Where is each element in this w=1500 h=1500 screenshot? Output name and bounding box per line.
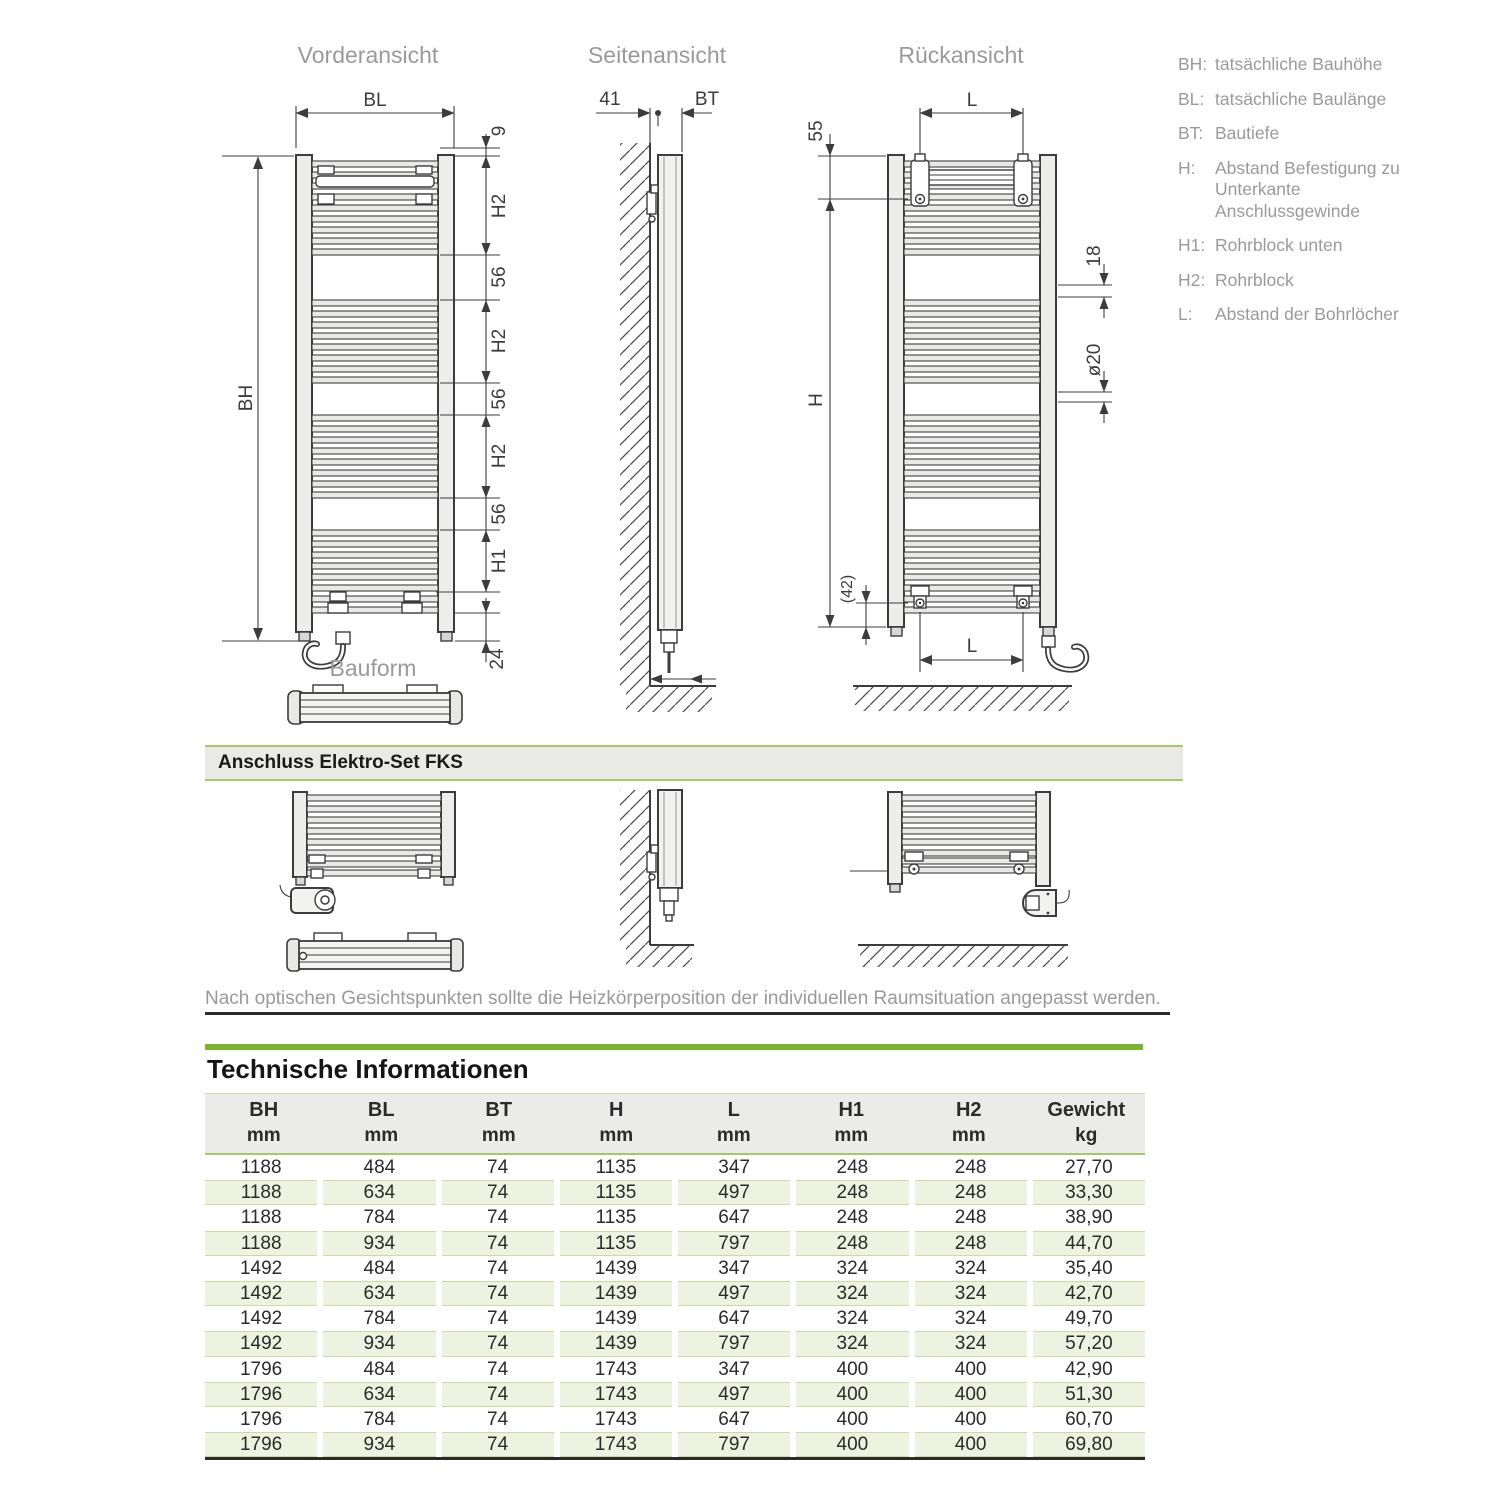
dim-label-56: 56	[489, 388, 510, 410]
table-cell: 69,80	[1033, 1432, 1145, 1457]
fks-front-radiator	[293, 792, 455, 885]
rear-view-drawing	[800, 85, 1145, 745]
table-cell: 324	[836, 1257, 869, 1279]
table-cell: 42,90	[1065, 1358, 1113, 1380]
table-cell: 44,70	[1033, 1231, 1145, 1256]
table-cell: 324	[796, 1331, 908, 1356]
rear-right-dimensions	[1058, 245, 1112, 423]
rear-view-title: Rückansicht	[898, 42, 1024, 68]
dim-label-bl: BL	[363, 90, 387, 111]
fks-rear-drawing	[850, 785, 1130, 990]
table-cell: 324	[836, 1308, 869, 1330]
rear-ground	[853, 686, 1072, 711]
front-valve	[336, 632, 350, 644]
table-cell: 248	[915, 1180, 1027, 1205]
positioning-note: Nach optischen Gesichtspunkten sollte die Heizkörperposition der individuellen Raumsituation angepasst werden.	[205, 988, 1161, 1009]
table-cell: 400	[836, 1408, 869, 1430]
table-cell: 1743	[560, 1432, 672, 1457]
table-row	[205, 1357, 1145, 1382]
table-cell: 74	[442, 1231, 554, 1256]
table-row	[205, 1155, 1145, 1180]
table-cell: 51,30	[1033, 1382, 1145, 1407]
table-cell: 484	[363, 1358, 396, 1380]
table-cell: 400	[796, 1432, 908, 1457]
table-cell: 324	[915, 1281, 1027, 1306]
front-bh-dimension	[222, 156, 300, 641]
table-cell: 1135	[560, 1180, 672, 1205]
table-cell: 248	[954, 1157, 987, 1178]
table-cell: 1188	[205, 1231, 317, 1256]
table-cell: 1796	[239, 1408, 283, 1430]
column-header: Gewicht kg	[1047, 1099, 1126, 1146]
table-cell: 797	[678, 1432, 790, 1457]
rear-l-bottom-dimension	[920, 612, 1023, 672]
table-cell: 74	[442, 1180, 554, 1205]
table-cell: 74	[487, 1157, 509, 1178]
table-row	[205, 1231, 1145, 1256]
table-cell: 647	[718, 1207, 750, 1229]
table-row	[205, 1256, 1145, 1281]
fks-heating-element-side	[660, 888, 678, 921]
table-cell: 74	[442, 1331, 554, 1356]
fks-section-title: Anschluss Elektro-Set FKS	[218, 752, 463, 773]
side-top-dimension	[596, 89, 720, 152]
table-cell: 42,70	[1033, 1281, 1145, 1306]
dim-label-56: 56	[489, 266, 510, 288]
table-cell: 347	[718, 1257, 750, 1279]
table-cell: 484	[363, 1257, 396, 1279]
table-cell: 400	[954, 1358, 987, 1380]
legend-item	[1178, 235, 1418, 257]
table-cell: 74	[442, 1382, 554, 1407]
table-cell: 27,70	[1065, 1157, 1113, 1178]
table-cell: 74	[442, 1432, 554, 1457]
table-cell: 74	[487, 1358, 509, 1380]
legend-desc: Bautiefe	[1215, 123, 1280, 143]
table-cell: 347	[718, 1358, 750, 1380]
table-cell: 248	[915, 1231, 1027, 1256]
table-cell: 248	[836, 1157, 869, 1178]
table-cell: 1743	[594, 1408, 638, 1430]
table-row	[205, 1281, 1145, 1306]
table-cell: 400	[796, 1382, 908, 1407]
fks-rear-radiator	[888, 792, 1050, 892]
front-bl-dimension	[296, 90, 454, 148]
table-row	[205, 1205, 1145, 1230]
wall-bracket	[647, 852, 656, 872]
table-row	[205, 1180, 1145, 1205]
tech-info-heading: Technische Informationen	[207, 1054, 529, 1084]
table-cell: 324	[796, 1281, 908, 1306]
table-cell: 1135	[560, 1231, 672, 1256]
table-cell: 248	[954, 1207, 987, 1229]
legend-term: BT:	[1178, 123, 1204, 143]
dim-label-h1: H1	[489, 548, 510, 574]
wall-bracket	[647, 192, 656, 214]
rear-l-top-dimension	[920, 90, 1023, 160]
legend-item	[1178, 158, 1418, 223]
table-cell: 934	[323, 1331, 435, 1356]
table-cell: 1188	[205, 1180, 317, 1205]
table-cell: 400	[836, 1358, 869, 1380]
dim-label-h2: H2	[489, 193, 510, 219]
tech-info-table	[205, 1093, 1145, 1460]
column-header: BT mm	[481, 1099, 516, 1146]
table-cell: 400	[915, 1382, 1027, 1407]
table-cell: 1135	[595, 1207, 637, 1229]
table-body	[205, 1155, 1145, 1457]
legend-desc: Abstand der Bohrlöcher	[1215, 304, 1399, 324]
table-cell: 74	[487, 1257, 509, 1279]
legend-desc: Rohrblock	[1215, 269, 1294, 290]
table-cell: 784	[363, 1308, 396, 1330]
table-cell: 74	[442, 1281, 554, 1306]
legend-term: H1:	[1178, 235, 1206, 255]
table-cell: 1188	[240, 1157, 282, 1178]
table-cell: 634	[323, 1281, 435, 1306]
legend-desc: Rohrblock unten	[1215, 235, 1343, 255]
table-cell: 1492	[205, 1281, 317, 1306]
legend-item	[1178, 270, 1418, 292]
table-row	[205, 1407, 1145, 1432]
table-cell: 647	[718, 1408, 750, 1430]
dim-label-bh: BH	[236, 384, 257, 412]
column-header: BL mm	[364, 1099, 399, 1146]
legend-item	[1178, 304, 1418, 326]
legend-item	[1178, 89, 1418, 111]
table-cell: 347	[718, 1157, 750, 1178]
table-cell: 1439	[594, 1308, 638, 1330]
dim-label-h: H	[806, 393, 827, 407]
table-cell: 1439	[560, 1331, 672, 1356]
table-cell: 38,90	[1065, 1207, 1113, 1229]
side-radiator-panel	[647, 155, 682, 673]
dim-label-24: 24	[487, 648, 508, 670]
table-cell: 400	[915, 1432, 1027, 1457]
side-wall	[620, 143, 650, 686]
front-view-drawing	[200, 85, 535, 745]
table-cell: 1492	[205, 1331, 317, 1356]
dim-label-56: 56	[489, 503, 510, 525]
legend-term: H:	[1178, 157, 1196, 178]
legend-term: BL:	[1178, 88, 1205, 109]
fks-bauform-top-view	[287, 933, 463, 971]
divider-line	[205, 1012, 1170, 1015]
table-cell: 784	[363, 1207, 396, 1229]
table-cell: 497	[678, 1180, 790, 1205]
table-cell: 634	[323, 1180, 435, 1205]
dim-label-h2: H2	[489, 328, 510, 354]
table-cell: 1135	[595, 1157, 637, 1178]
table-cell: 1439	[594, 1257, 638, 1279]
table-cell: 57,20	[1033, 1331, 1145, 1356]
table-cell: 1796	[239, 1358, 283, 1380]
dim-label-l: L	[966, 636, 978, 657]
table-cell: 1492	[239, 1257, 283, 1279]
table-row	[205, 1432, 1145, 1457]
front-view-title: Vorderansicht	[297, 42, 439, 68]
table-cell: 1743	[594, 1358, 638, 1380]
table-cell: 248	[796, 1231, 908, 1256]
fks-electric-element	[1023, 890, 1069, 916]
table-cell: 1796	[205, 1432, 317, 1457]
rear-radiator	[888, 154, 1086, 670]
table-cell: 35,40	[1065, 1257, 1113, 1279]
legend-term: L:	[1178, 304, 1193, 324]
table-cell: 324	[954, 1308, 987, 1330]
table-header	[205, 1093, 1145, 1155]
fks-front-drawing	[230, 785, 510, 990]
table-cell: 400	[954, 1408, 987, 1430]
table-cell: 60,70	[1065, 1408, 1113, 1430]
fks-side-drawing	[600, 785, 830, 990]
legend-term: H2:	[1178, 269, 1206, 290]
table-row	[205, 1382, 1145, 1407]
table-cell: 1188	[240, 1207, 282, 1229]
table-cell: 1492	[239, 1308, 283, 1330]
table-cell: 934	[323, 1231, 435, 1256]
table-cell: 497	[678, 1382, 790, 1407]
table-cell: 934	[323, 1432, 435, 1457]
dim-label-55: 55	[806, 120, 827, 142]
table-cell: 324	[915, 1331, 1027, 1356]
dim-label-42: (42)	[839, 574, 856, 604]
table-cell: 484	[363, 1157, 396, 1178]
dim-label-l: L	[966, 90, 978, 111]
legend-item	[1178, 54, 1418, 76]
column-header: BH mm	[246, 1099, 281, 1146]
table-cell: 1743	[560, 1382, 672, 1407]
legend-desc: tatsächliche Bauhöhe	[1215, 54, 1383, 74]
side-view-title: Seitenansicht	[587, 42, 727, 68]
table-cell: 248	[796, 1180, 908, 1205]
table-cell: 324	[954, 1257, 987, 1279]
table-cell: 784	[363, 1408, 396, 1430]
column-header: H1 mm	[834, 1099, 869, 1146]
column-header: H mm	[599, 1099, 634, 1146]
dim-label-h2: H2	[489, 443, 510, 469]
column-header: H2 mm	[951, 1099, 986, 1146]
bauform-label: Bauform	[329, 655, 417, 681]
dim-label-41: 41	[599, 89, 621, 110]
table-cell: 634	[323, 1382, 435, 1407]
fks-section-header	[205, 745, 1183, 781]
table-cell: 1796	[205, 1382, 317, 1407]
table-cell: 797	[678, 1331, 790, 1356]
table-cell: 797	[678, 1231, 790, 1256]
dim-label-bt: BT	[694, 89, 720, 110]
legend-item	[1178, 123, 1418, 145]
table-cell: 74	[487, 1207, 509, 1229]
green-accent-rule	[205, 1044, 1143, 1050]
table-cell: 74	[487, 1408, 509, 1430]
table-cell: 74	[487, 1308, 509, 1330]
table-cell: 248	[836, 1207, 869, 1229]
legend	[1178, 54, 1418, 339]
legend-desc: tatsächliche Baulänge	[1215, 88, 1387, 109]
dim-label-9: 9	[489, 125, 510, 137]
table-cell: 497	[678, 1281, 790, 1306]
legend-term: BH:	[1178, 54, 1208, 74]
table-cell: 1439	[560, 1281, 672, 1306]
column-header: L mm	[716, 1099, 751, 1146]
table-row	[205, 1306, 1145, 1331]
table-row	[205, 1331, 1145, 1356]
dim-label-dia20: ø20	[1084, 343, 1105, 377]
table-cell: 33,30	[1033, 1180, 1145, 1205]
table-cell: 49,70	[1065, 1308, 1113, 1330]
legend-desc: Abstand Befestigung zu Unterkante Anschlussgewinde	[1215, 157, 1400, 221]
table-cell: 647	[718, 1308, 750, 1330]
fks-control-box	[280, 885, 335, 913]
dim-label-18: 18	[1084, 245, 1105, 267]
front-radiator	[296, 155, 454, 667]
